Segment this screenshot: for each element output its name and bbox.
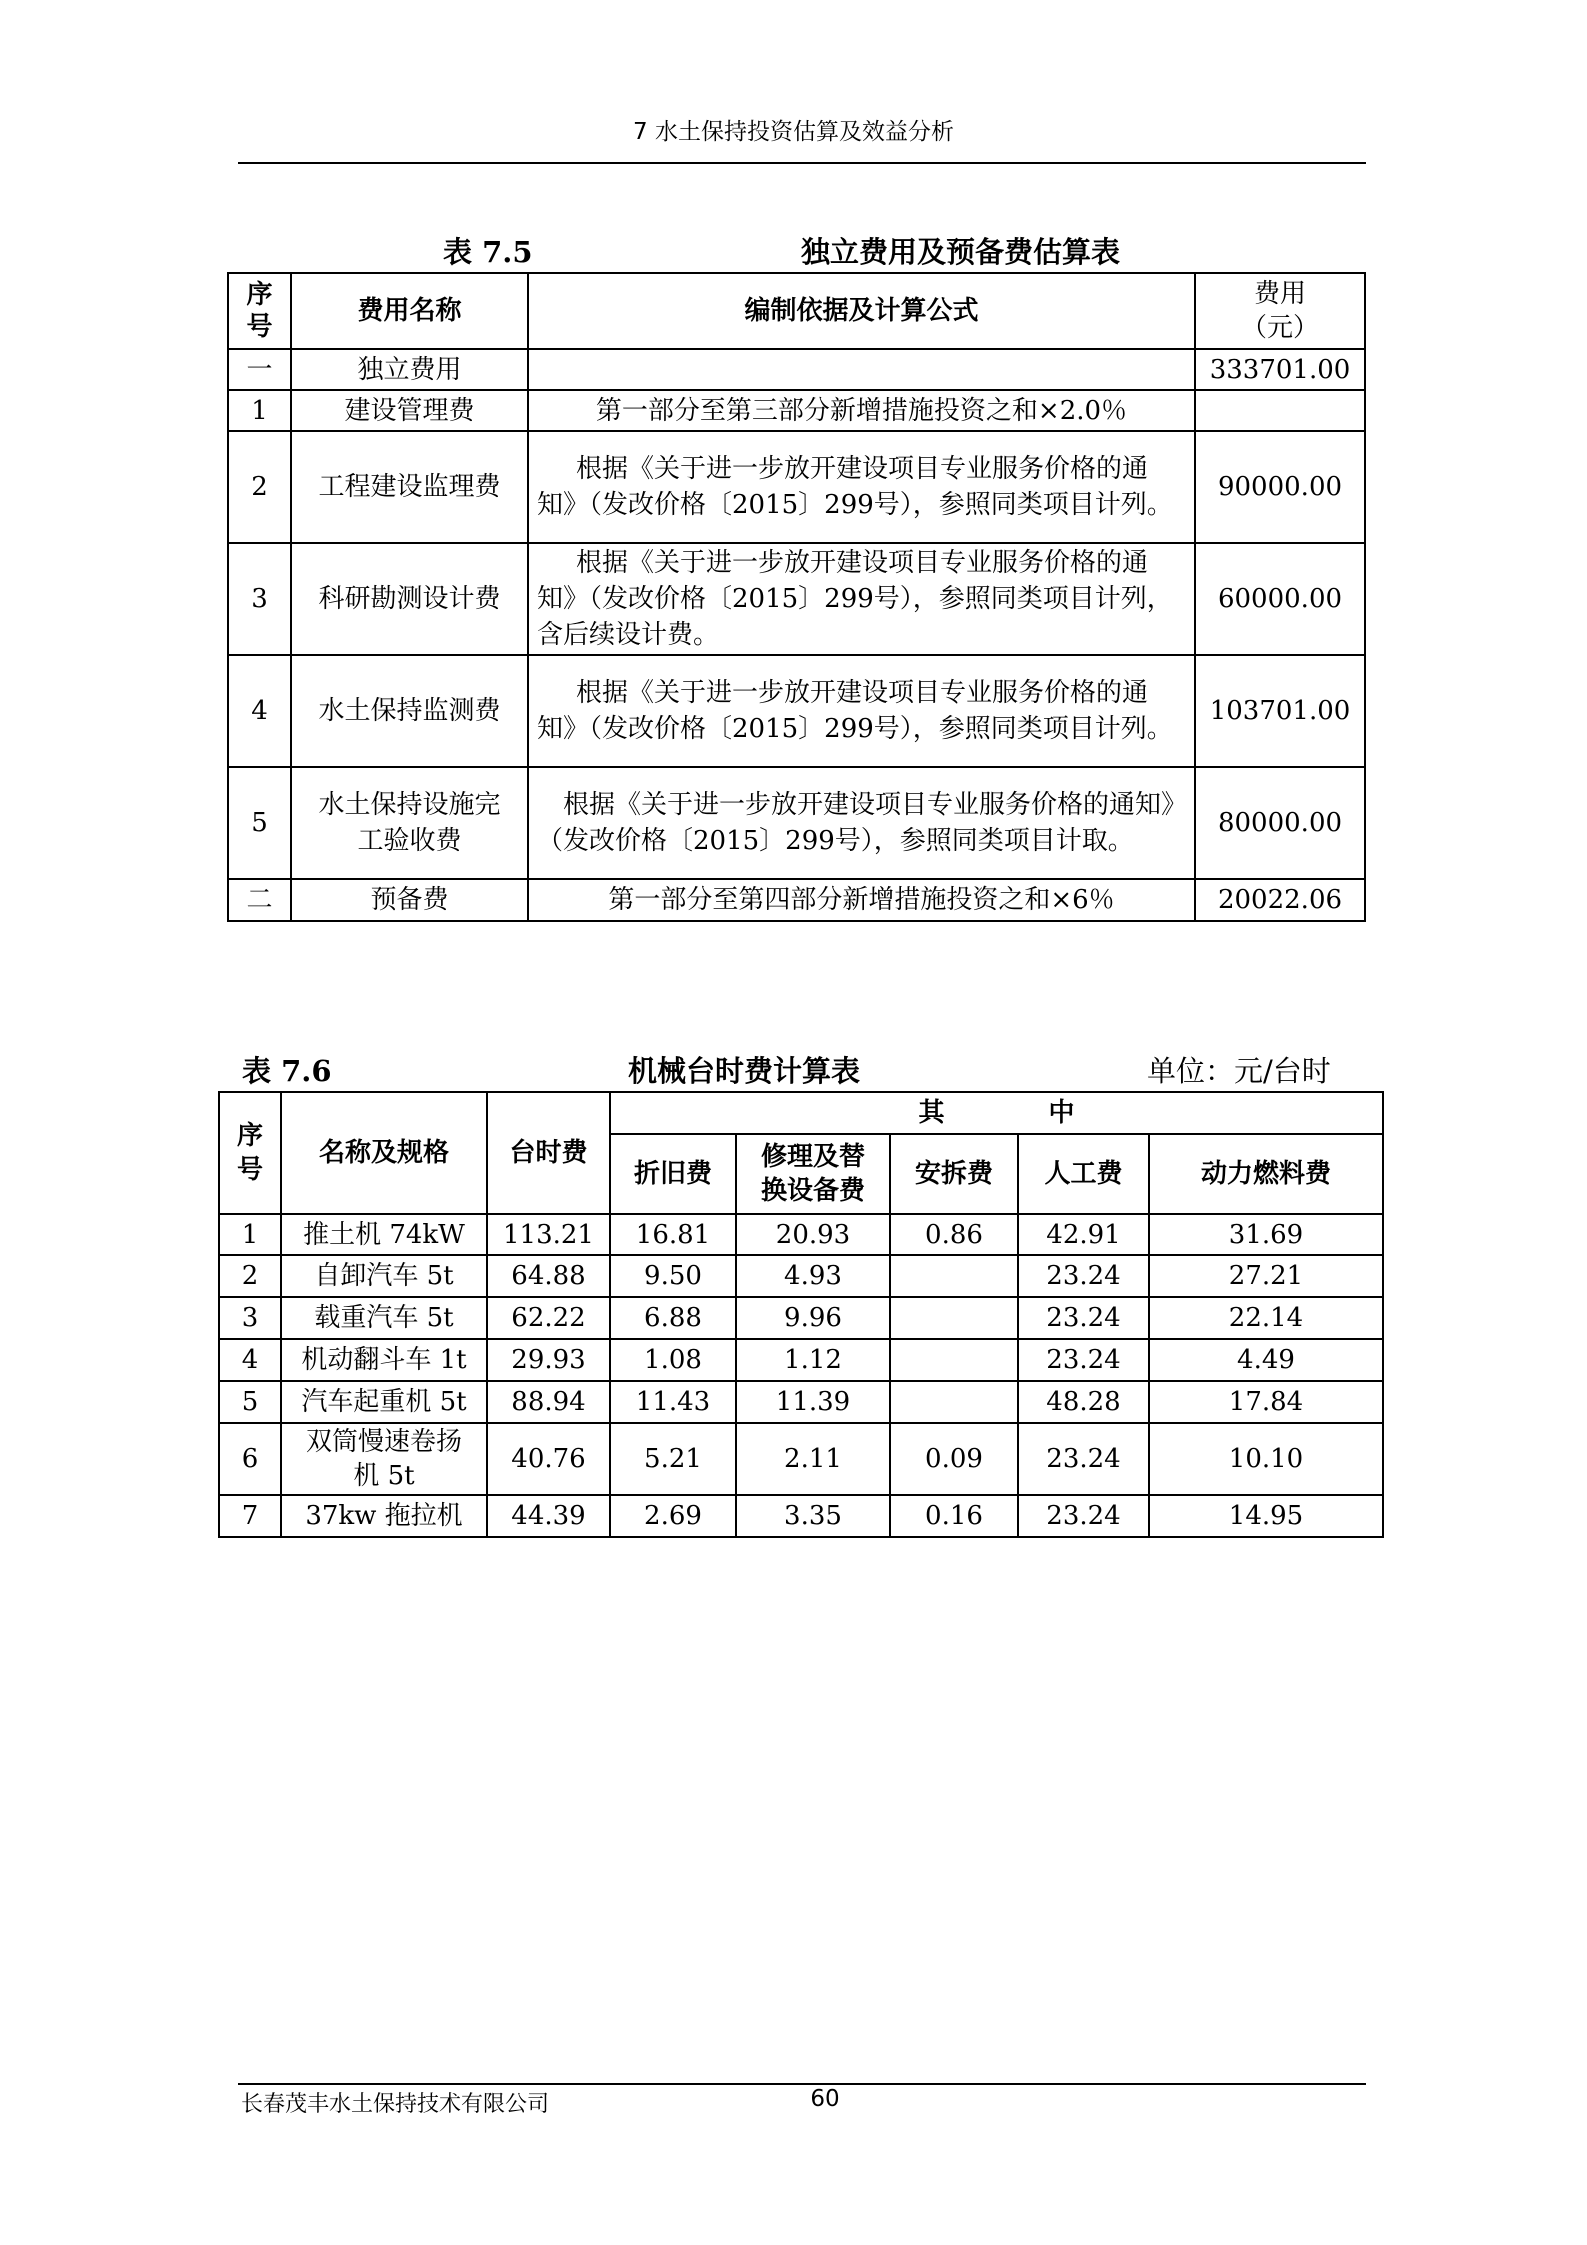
table-row [228, 879, 1365, 921]
row-fuel: 17.84 [1149, 1381, 1383, 1423]
table-row [219, 1423, 1383, 1495]
header-depreciation: 折旧费 [610, 1134, 736, 1214]
row-labor: 23.24 [1018, 1495, 1149, 1537]
header-seq: 序号 [219, 1092, 281, 1214]
header-repair: 修理及替换设备费 [736, 1134, 890, 1214]
row-basis [528, 349, 1195, 390]
row-hourly: 64.88 [487, 1255, 610, 1297]
row-name: 自卸汽车 5t [281, 1255, 487, 1297]
table-row [219, 1495, 1383, 1537]
row-seq: 3 [228, 543, 291, 655]
footer-divider [238, 2083, 1366, 2085]
table-row [219, 1297, 1383, 1339]
row-labor: 23.24 [1018, 1423, 1149, 1495]
row-basis: 第一部分至第三部分新增措施投资之和×2.0％ [528, 390, 1195, 431]
row-amount [1195, 390, 1365, 431]
row-amount: 333701.00 [1195, 349, 1365, 390]
table-row [228, 655, 1365, 767]
row-depreciation: 11.43 [610, 1381, 736, 1423]
table-7-6 [218, 1091, 1384, 1538]
row-seq: 3 [219, 1297, 281, 1339]
row-fuel: 4.49 [1149, 1339, 1383, 1381]
row-repair: 2.11 [736, 1423, 890, 1495]
row-basis: 根据《关于进一步放开建设项目专业服务价格的通知》（发改价格〔2015〕299号），参照同类项目计列。 [528, 655, 1195, 767]
row-basis: 根据《关于进一步放开建设项目专业服务价格的通知》（发改价格〔2015〕299号），参照同类项目计列，含后续设计费。 [528, 543, 1195, 655]
row-repair: 3.35 [736, 1495, 890, 1537]
footer-company: 长春茂丰水土保持技术有限公司 [241, 2092, 550, 2117]
row-amount: 20022.06 [1195, 879, 1365, 921]
table-7-6-header-row-1 [219, 1092, 1383, 1134]
table-7-5-title: 独立费用及预备费估算表 [801, 235, 1121, 269]
row-name: 机动翻斗车 1t [281, 1339, 487, 1381]
row-seq: 2 [228, 431, 291, 543]
row-hourly: 88.94 [487, 1381, 610, 1423]
row-hourly: 44.39 [487, 1495, 610, 1537]
row-seq: 一 [228, 349, 291, 390]
row-amount: 103701.00 [1195, 655, 1365, 767]
row-seq: 二 [228, 879, 291, 921]
row-name: 预备费 [291, 879, 528, 921]
row-repair: 20.93 [736, 1214, 890, 1255]
row-name: 科研勘测设计费 [291, 543, 528, 655]
row-basis: 第一部分至第四部分新增措施投资之和×6％ [528, 879, 1195, 921]
table-row [228, 431, 1365, 543]
header-labor: 人工费 [1018, 1134, 1149, 1214]
table-7-5-header-row [228, 273, 1365, 349]
header-fuel: 动力燃料费 [1149, 1134, 1383, 1214]
table-row [228, 390, 1365, 431]
row-fuel: 14.95 [1149, 1495, 1383, 1537]
row-name: 双筒慢速卷扬机 5t [281, 1423, 487, 1495]
row-fuel: 10.10 [1149, 1423, 1383, 1495]
row-seq: 1 [228, 390, 291, 431]
table-row [228, 349, 1365, 390]
row-install [890, 1255, 1018, 1297]
row-fuel: 22.14 [1149, 1297, 1383, 1339]
row-depreciation: 16.81 [610, 1214, 736, 1255]
table-7-5 [227, 272, 1366, 922]
row-amount: 90000.00 [1195, 431, 1365, 543]
row-depreciation: 6.88 [610, 1297, 736, 1339]
row-seq: 4 [228, 655, 291, 767]
row-name: 汽车起重机 5t [281, 1381, 487, 1423]
row-name: 独立费用 [291, 349, 528, 390]
row-hourly: 40.76 [487, 1423, 610, 1495]
row-seq: 5 [219, 1381, 281, 1423]
table-7-6-title: 机械台时费计算表 [628, 1054, 861, 1088]
row-depreciation: 1.08 [610, 1339, 736, 1381]
row-name: 工程建设监理费 [291, 431, 528, 543]
page-header-title: 7 水土保持投资估算及效益分析 [633, 119, 954, 145]
header-amount: 费用（元） [1195, 273, 1365, 349]
table-row [219, 1214, 1383, 1255]
row-depreciation: 9.50 [610, 1255, 736, 1297]
row-seq: 2 [219, 1255, 281, 1297]
page-number: 60 [810, 2086, 840, 2112]
row-repair: 4.93 [736, 1255, 890, 1297]
row-install: 0.16 [890, 1495, 1018, 1537]
row-labor: 48.28 [1018, 1381, 1149, 1423]
row-fuel: 31.69 [1149, 1214, 1383, 1255]
table-7-6-unit: 单位：元/台时 [1147, 1054, 1331, 1088]
row-basis: 根据《关于进一步放开建设项目专业服务价格的通知》（发改价格〔2015〕299号），参照同类项目计列。 [528, 431, 1195, 543]
row-seq: 5 [228, 767, 291, 879]
row-depreciation: 2.69 [610, 1495, 736, 1537]
header-basis: 编制依据及计算公式 [528, 273, 1195, 349]
row-name: 建设管理费 [291, 390, 528, 431]
table-row [219, 1339, 1383, 1381]
row-labor: 23.24 [1018, 1297, 1149, 1339]
row-seq: 4 [219, 1339, 281, 1381]
row-hourly: 29.93 [487, 1339, 610, 1381]
row-install: 0.09 [890, 1423, 1018, 1495]
row-hourly: 113.21 [487, 1214, 610, 1255]
header-divider [238, 162, 1366, 164]
header-install: 安拆费 [890, 1134, 1018, 1214]
header-hourly-fee: 台时费 [487, 1092, 610, 1214]
row-fuel: 27.21 [1149, 1255, 1383, 1297]
header-name-spec: 名称及规格 [281, 1092, 487, 1214]
row-labor: 42.91 [1018, 1214, 1149, 1255]
row-repair: 1.12 [736, 1339, 890, 1381]
table-row [219, 1255, 1383, 1297]
table-row [219, 1381, 1383, 1423]
row-name: 37kw 拖拉机 [281, 1495, 487, 1537]
header-seq: 序号 [228, 273, 291, 349]
table-row [228, 543, 1365, 655]
row-labor: 23.24 [1018, 1339, 1149, 1381]
header-fee-name: 费用名称 [291, 273, 528, 349]
row-name: 水土保持设施完工验收费 [291, 767, 528, 879]
row-install [890, 1381, 1018, 1423]
table-row [228, 767, 1365, 879]
row-name: 推土机 74kW [281, 1214, 487, 1255]
row-amount: 60000.00 [1195, 543, 1365, 655]
row-install [890, 1297, 1018, 1339]
header-among: 其 中 [610, 1092, 1383, 1134]
row-repair: 11.39 [736, 1381, 890, 1423]
table-7-6-number: 表 7.6 [242, 1054, 332, 1088]
row-depreciation: 5.21 [610, 1423, 736, 1495]
row-name: 水土保持监测费 [291, 655, 528, 767]
row-name: 载重汽车 5t [281, 1297, 487, 1339]
row-amount: 80000.00 [1195, 767, 1365, 879]
row-seq: 1 [219, 1214, 281, 1255]
row-labor: 23.24 [1018, 1255, 1149, 1297]
row-seq: 6 [219, 1423, 281, 1495]
row-seq: 7 [219, 1495, 281, 1537]
row-install [890, 1339, 1018, 1381]
row-hourly: 62.22 [487, 1297, 610, 1339]
row-repair: 9.96 [736, 1297, 890, 1339]
table-7-5-number: 表 7.5 [443, 235, 533, 269]
row-install: 0.86 [890, 1214, 1018, 1255]
row-basis: 根据《关于进一步放开建设项目专业服务价格的通知》（发改价格〔2015〕299号），参照同类项目计取。 [528, 767, 1195, 879]
